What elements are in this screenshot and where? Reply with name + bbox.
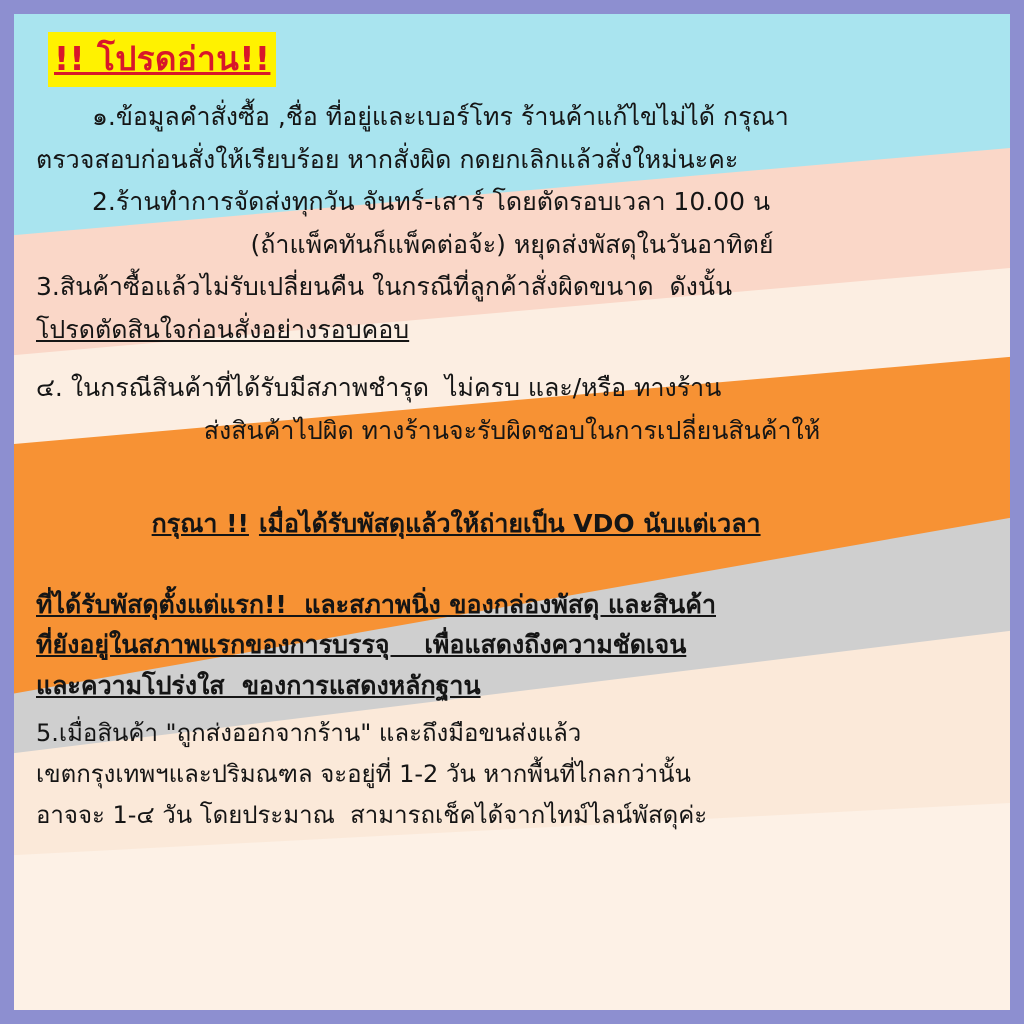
warning-line: ที่ยังอยู่ในสภาพแรกของการบรรจุ เพื่อแสดงถึงความชัดเจน [36, 630, 687, 659]
notice-line-underlined: โปรดตัดสินใจก่อนสั่งอย่างรอบคอบ [36, 314, 410, 344]
warning-lead-label: กรุณา !! [151, 508, 249, 538]
warning-line: ที่ได้รับพัสดุตั้งแต่แรก!! และสภาพนิ่ง ของกล่องพัสดุ และสินค้า [36, 589, 716, 619]
notice-line: 3.สินค้าซื้อแล้วไม่รับเปลี่ยนคืน ในกรณีที่ลูกค้าสั่งผิดขนาด ดังนั้น [36, 272, 733, 301]
notice-line: ๔. ในกรณีสินค้าที่ได้รับมีสภาพชำรุด ไม่ครบ และ/หรือ ทางร้าน [36, 373, 722, 402]
notice-line: 2.ร้านทำการจัดส่งทุกวัน จันทร์-เสาร์ โดยตัดรอบเวลา 10.00 น [92, 187, 771, 216]
notice-line: ส่งสินค้าไปผิด ทางร้านจะรับผิดชอบในการเปลี่ยนสินค้าให้ [203, 415, 821, 445]
notice-item-3 [36, 267, 988, 350]
notice-line: 5.เมื่อสินค้า "ถูกส่งออกจากร้าน" และถึงมือขนส่งแล้ว [36, 719, 582, 747]
notice-line: อาจจะ 1-๔ วัน โดยประมาณ สามารถเช็คได้จากไทม์ไลน์พัสดุค่ะ [36, 800, 708, 829]
notice-item-5 [36, 714, 988, 835]
notice-line: ๑.ข้อมูลคำสั่งซื้อ ,ชื่อ ที่อยู่และเบอร์โทร ร้านค้าแก้ไขไม่ได้ กรุณา [92, 102, 789, 131]
page-title: !! โปรดอ่าน!! [48, 32, 276, 87]
notice-line: (ถ้าแพ็คทันก็แพ็คต่อจ้ะ) หยุดส่งพัสดุในวันอาทิตย์ [250, 229, 774, 259]
poster-content [14, 14, 1010, 835]
notice-line: ตรวจสอบก่อนสั่งให้เรียบร้อย หากสั่งผิด กดยกเลิกแล้วสั่งใหม่นะคะ [36, 144, 739, 174]
notice-item-1 [36, 97, 988, 180]
warning-block [36, 463, 988, 706]
warning-line: และความโปร่งใส ของการแสดงหลักฐาน [36, 670, 481, 700]
warning-first-line [36, 463, 988, 585]
notice-line: เขตกรุงเทพฯและปริมณฑล จะอยู่ที่ 1-2 วัน หากพื้นที่ไกลกว่านั้น [36, 759, 691, 788]
notice-item-4 [36, 368, 988, 451]
warning-line: เมื่อได้รับพัสดุแล้วให้ถ่ายเป็น VDO นับแต่เวลา [258, 508, 761, 538]
notice-item-2 [36, 182, 988, 265]
